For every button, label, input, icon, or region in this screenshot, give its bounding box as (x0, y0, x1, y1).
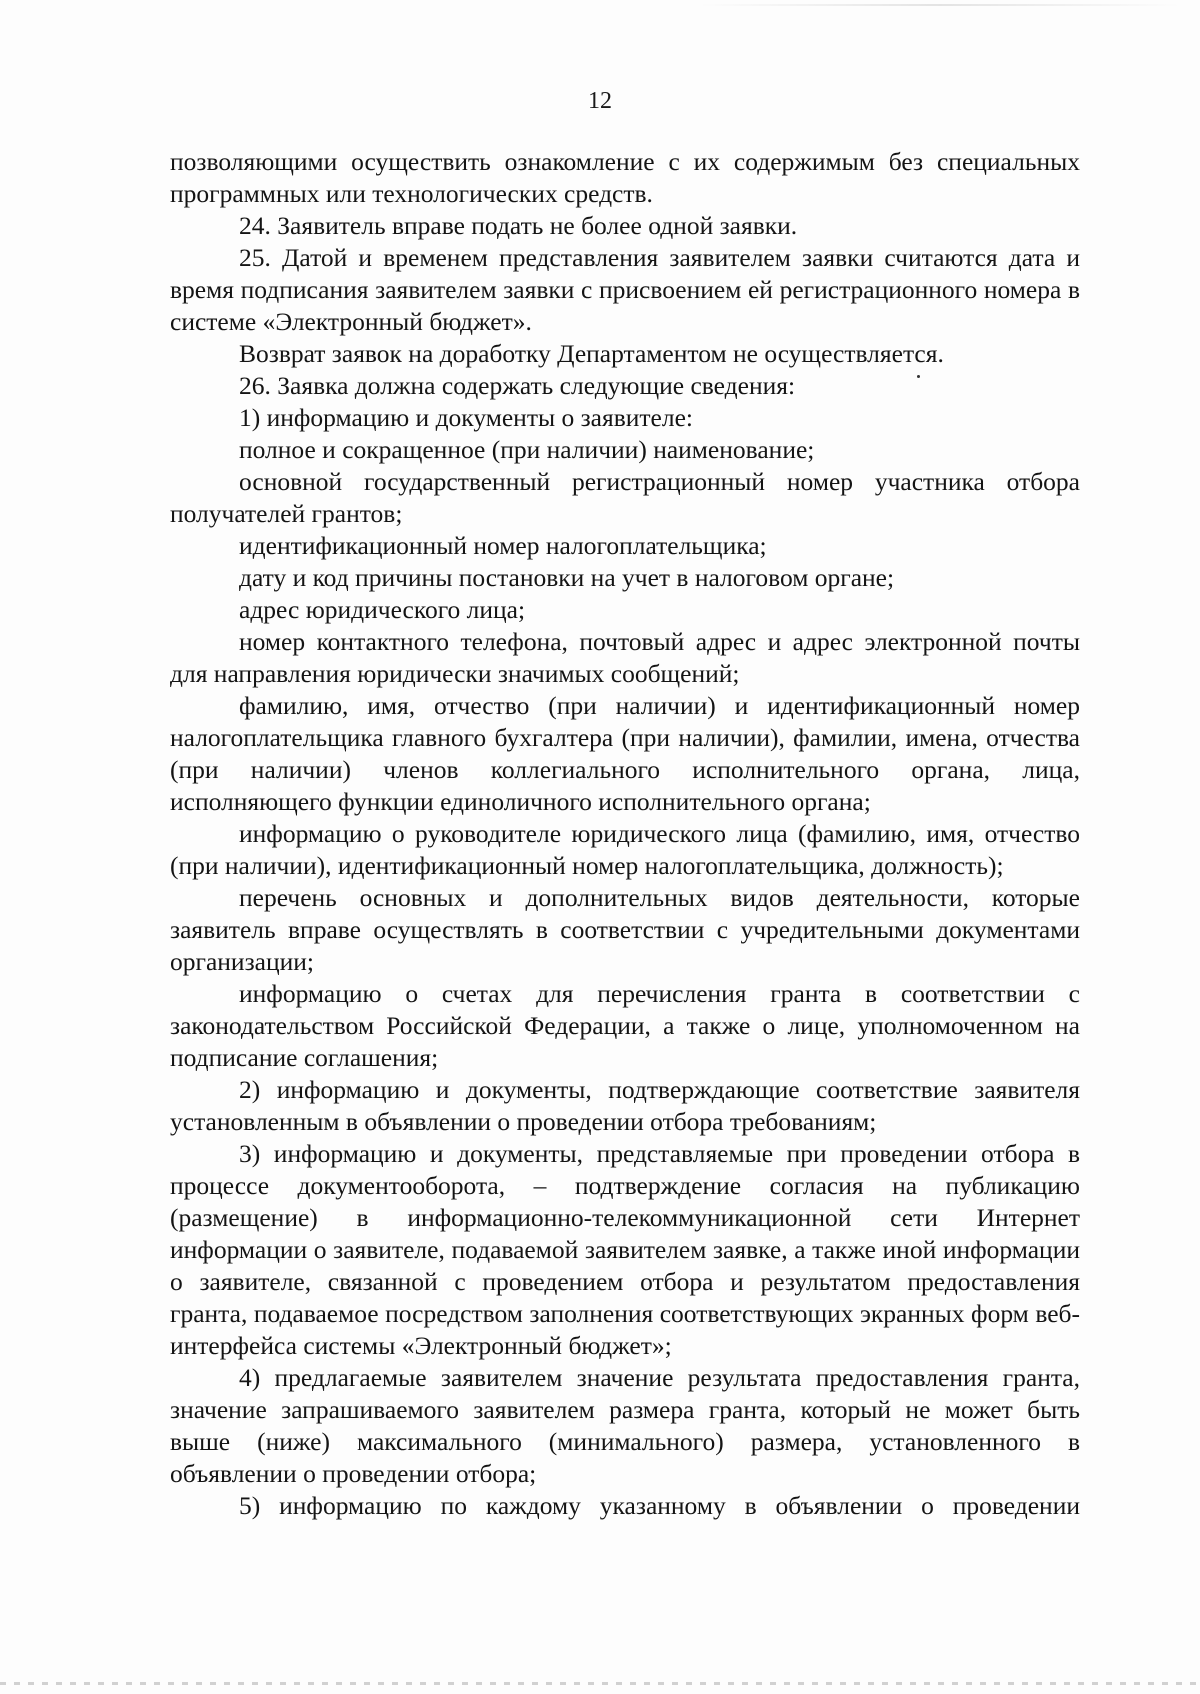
paragraph: 24. Заявитель вправе подать не более одной заявки. (239, 211, 798, 240)
paragraph: 4) предлагаемые заявителем значение результата предоставления гранта, значение запрашиваемого заявителем размера гранта, который не может быть выше (ниже) максимального (минимального) размера, установленного в объявлении о проведении отбора; (170, 1363, 1080, 1488)
scan-speck (917, 375, 920, 378)
paragraph: дату и код причины постановки на учет в налоговом органе; (239, 563, 895, 592)
paragraph: адрес юридического лица; (239, 595, 526, 624)
paragraph: информацию о руководителе юридического лица (фамилию, имя, отчество (при наличии), идентификационный номер налогоплательщика, должность); (170, 819, 1080, 880)
paragraph: фамилию, имя, отчество (при наличии) и идентификационный номер налогоплательщика главного бухгалтера (при наличии), фамилии, имена, отчества (при наличии) членов коллегиального исполнительного органа, лица, исполняющего функции единоличного исполнительного органа; (170, 691, 1080, 816)
paragraph: 2) информацию и документы, подтверждающие соответствие заявителя установленным в объявлении о проведении отбора требованиям; (170, 1075, 1080, 1136)
paragraph: информацию о счетах для перечисления гранта в соответствии с законодательством Российской Федерации, а также о лице, уполномоченном на подписание соглашения; (170, 979, 1080, 1072)
scan-edge-top (700, 4, 1180, 6)
paragraph: основной государственный регистрационный номер участника отбора получателей грантов; (170, 467, 1080, 528)
page-number: 12 (588, 88, 612, 114)
paragraph: 3) информацию и документы, представляемые при проведении отбора в процессе документооборота, – подтверждение согласия на публикацию (размещение) в информационно-телекоммуникационной сети Интернет информации о заявителе, подаваемой заявителем заявке, а также иной информации о заявителе, связанной с проведением отбора и результатом предоставления гранта, подаваемое посредством заполнения соответствующих экранных форм веб-интерфейса системы «Электронный бюджет»; (170, 1139, 1080, 1360)
paragraph: позволяющими осуществить ознакомление с их содержимым без специальных программных или технологических средств. (170, 147, 1080, 208)
paragraph: полное и сокращенное (при наличии) наименование; (239, 435, 815, 464)
paragraph: 26. Заявка должна содержать следующие сведения: (239, 371, 796, 400)
paragraph: 25. Датой и временем представления заявителем заявки считаются дата и время подписания заявителем заявки с присвоением ей регистрационного номера в системе «Электронный бюджет». (170, 243, 1080, 336)
paragraph: номер контактного телефона, почтовый адрес и адрес электронной почты для направления юридически значимых сообщений; (170, 627, 1080, 688)
document-body (170, 146, 1080, 1522)
paragraph: идентификационный номер налогоплательщика; (239, 531, 767, 560)
paragraph: перечень основных и дополнительных видов деятельности, которые заявитель вправе осуществлять в соответствии с учредительными документами организации; (170, 883, 1080, 976)
paragraph: 1) информацию и документы о заявителе: (239, 403, 694, 432)
paragraph: 5) информацию по каждому указанному в объявлении о проведении (239, 1491, 1080, 1520)
scan-edge-bottom (0, 1682, 1200, 1685)
paragraph: Возврат заявок на доработку Департаментом не осуществляется. (239, 339, 944, 368)
